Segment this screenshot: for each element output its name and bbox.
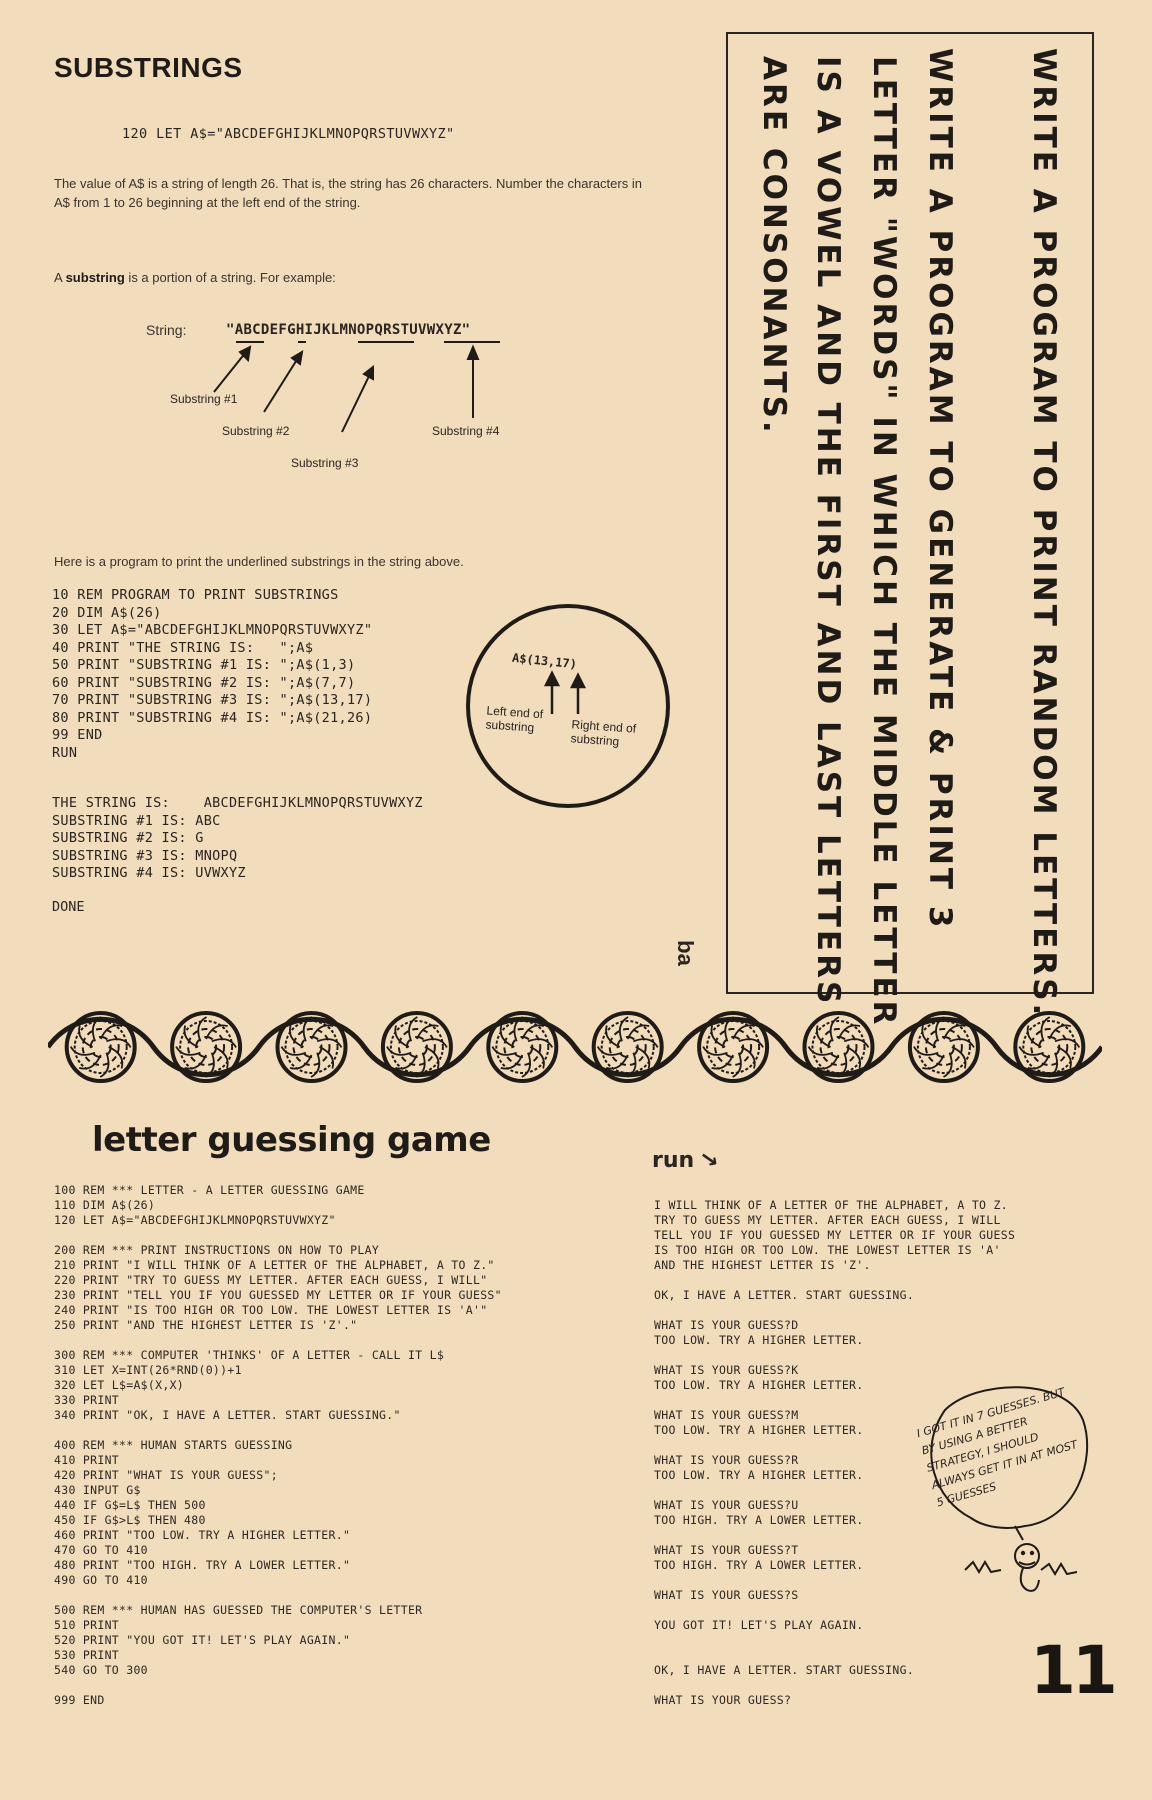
game-code-line: 250 PRINT "AND THE HIGHEST LETTER IS 'Z'." xyxy=(54,1318,358,1332)
run-output-line: OK, I HAVE A LETTER. START GUESSING. xyxy=(654,1288,915,1302)
run-output-line xyxy=(654,1633,1015,1648)
game-code-line: 340 PRINT "OK, I HAVE A LETTER. START GUESSING." xyxy=(54,1408,401,1422)
callout-right-end-label: Right end of substring xyxy=(570,717,637,749)
game-code-line: 310 LET X=INT(26*RND(0))+1 xyxy=(54,1363,242,1377)
game-code-line: 490 GO TO 410 xyxy=(54,1573,148,1587)
run-output-line: I WILL THINK OF A LETTER OF THE ALPHABET, A TO Z. xyxy=(654,1198,1008,1212)
callout-left-end-label: Left end of substring xyxy=(485,703,544,735)
game-code-line: 530 PRINT xyxy=(54,1648,120,1662)
run-output-line: AND THE HIGHEST LETTER IS 'Z'. xyxy=(654,1258,871,1272)
game-code-line xyxy=(54,1228,502,1243)
run-output-line: OK, I HAVE A LETTER. START GUESSING. xyxy=(654,1663,915,1677)
substring-label-4: Substring #4 xyxy=(432,424,500,438)
game-code-line: 400 REM *** HUMAN STARTS GUESSING xyxy=(54,1438,293,1452)
substring-diagram-arrows xyxy=(0,0,720,480)
game-code-line: 210 PRINT "I WILL THINK OF A LETTER OF THE ALPHABET, A TO Z." xyxy=(54,1258,495,1272)
prompt-line-5: ARE CONSONANTS. xyxy=(756,56,792,436)
run-output-line: YOU GOT IT! LET'S PLAY AGAIN. xyxy=(654,1618,864,1632)
prompt-line-3: LETTER "WORDS" IN WHICH THE MIDDLE LETTER xyxy=(866,56,902,1028)
page-number: 11 xyxy=(1030,1632,1114,1709)
run-output-line: TRY TO GUESS MY LETTER. AFTER EACH GUESS, I WILL xyxy=(654,1213,1001,1227)
section-title-substrings: SUBSTRINGS xyxy=(54,52,243,83)
game-code-line: 470 GO TO 410 xyxy=(54,1543,148,1557)
run-output-line: IS TOO HIGH OR TOO LOW. THE LOWEST LETTER IS 'A' xyxy=(654,1243,1001,1257)
run-output-line xyxy=(654,1303,1015,1318)
game-code-line: 460 PRINT "TOO LOW. TRY A HIGHER LETTER." xyxy=(54,1528,351,1542)
substring-program-listing xyxy=(52,587,372,762)
game-code-line: 540 GO TO 300 xyxy=(54,1663,148,1677)
prompt-line-1: WRITE A PROGRAM TO PRINT RANDOM LETTERS. xyxy=(1026,48,1062,1019)
game-code-line: 220 PRINT "TRY TO GUESS MY LETTER. AFTER EACH GUESS, I WILL" xyxy=(54,1273,488,1287)
code-line: 60 PRINT "SUBSTRING #2 IS: ";A$(7,7) xyxy=(52,674,356,691)
output-line: SUBSTRING #3 IS: MNOPQ xyxy=(52,847,238,864)
program-intro-text: Here is a program to print the underlined substrings in the string above. xyxy=(54,554,464,569)
game-code-line: 240 PRINT "IS TOO HIGH OR TOO LOW. THE LOWEST LETTER IS 'A'" xyxy=(54,1303,488,1317)
game-code-line xyxy=(54,1423,502,1438)
code-line: 10 REM PROGRAM TO PRINT SUBSTRINGS xyxy=(52,587,339,603)
run-output-line: TELL YOU IF YOU GUESSED MY LETTER OR IF YOUR GUESS xyxy=(654,1228,1016,1242)
run-output-line: TOO LOW. TRY A HIGHER LETTER. xyxy=(654,1423,864,1437)
letter-game-program-listing xyxy=(54,1183,502,1708)
ornamental-scroll-border xyxy=(48,1004,1102,1090)
substring-label-1: Substring #1 xyxy=(170,392,238,406)
run-output-line: TOO LOW. TRY A HIGHER LETTER. xyxy=(654,1468,864,1482)
speech-bubble-text: I GOT IT IN 7 GUESSES. BUT BY USING A BETTER STRATEGY, I SHOULD ALWAYS GET IT IN AT MOST 5 GUESSES xyxy=(915,1385,1080,1510)
game-code-line: 450 IF G$>L$ THEN 480 xyxy=(54,1513,206,1527)
author-mark: ba xyxy=(672,940,698,966)
game-code-line: 430 INPUT G$ xyxy=(54,1483,141,1497)
game-code-line: 480 PRINT "TOO HIGH. TRY A LOWER LETTER." xyxy=(54,1558,351,1572)
output-line: SUBSTRING #4 IS: UVWXYZ xyxy=(52,865,246,881)
run-output-line: WHAT IS YOUR GUESS?M xyxy=(654,1408,799,1422)
run-output-line: WHAT IS YOUR GUESS?D xyxy=(654,1318,799,1332)
game-code-line: 500 REM *** HUMAN HAS GUESSED THE COMPUTER'S LETTER xyxy=(54,1603,423,1617)
output-line: SUBSTRING #1 IS: ABC xyxy=(52,812,221,829)
code-line: RUN xyxy=(52,744,78,761)
run-output-line xyxy=(654,1648,1015,1663)
code-line: 99 END xyxy=(52,727,103,743)
string-label: String: xyxy=(146,322,187,338)
game-code-line: 510 PRINT xyxy=(54,1618,120,1632)
run-output-line: WHAT IS YOUR GUESS?K xyxy=(654,1363,799,1377)
game-code-line: 100 REM *** LETTER - A LETTER GUESSING GAME xyxy=(54,1183,365,1197)
output-line: SUBSTRING #2 IS: G xyxy=(52,830,204,846)
para2-bold-term: substring xyxy=(65,270,125,285)
run-output-line: TOO HIGH. TRY A LOWER LETTER. xyxy=(654,1513,864,1527)
substring-program-output xyxy=(52,795,423,883)
code-line: 30 LET A$="ABCDEFGHIJKLMNOPQRSTUVWXYZ" xyxy=(52,622,373,638)
run-output-line: WHAT IS YOUR GUESS?R xyxy=(654,1453,799,1467)
callout-expression: A$(13,17) xyxy=(511,650,578,672)
game-code-line: 440 IF G$=L$ THEN 500 xyxy=(54,1498,206,1512)
run-output-line: TOO LOW. TRY A HIGHER LETTER. xyxy=(654,1378,864,1392)
code-line: 40 PRINT "THE STRING IS: ";A$ xyxy=(52,639,314,656)
code-line: 20 DIM A$(26) xyxy=(52,604,162,621)
game-code-line: 120 LET A$="ABCDEFGHIJKLMNOPQRSTUVWXYZ" xyxy=(54,1213,336,1227)
string-value: "ABCDEFGHIJKLMNOPQRSTUVWXYZ" xyxy=(226,322,471,338)
run-output-line: TOO HIGH. TRY A LOWER LETTER. xyxy=(654,1558,864,1572)
game-code-line: 520 PRINT "YOU GOT IT! LET'S PLAY AGAIN." xyxy=(54,1633,351,1647)
para2-pre: A xyxy=(54,270,66,285)
substring-label-2: Substring #2 xyxy=(222,424,290,438)
run-arrow-icon: ↘ xyxy=(698,1146,721,1175)
code-line-120: 120 LET A$="ABCDEFGHIJKLMNOPQRSTUVWXYZ" xyxy=(122,126,455,142)
paragraph-string-length: The value of A$ is a string of length 26. That is, the string has 26 characters. Number the characters in A$ from 1 to 26 beginning at the left end of the string. xyxy=(54,176,642,210)
code-line: 50 PRINT "SUBSTRING #1 IS: ";A$(1,3) xyxy=(52,657,356,673)
game-code-line: 300 REM *** COMPUTER 'THINKS' OF A LETTER - CALL IT L$ xyxy=(54,1348,445,1362)
run-output-line: TOO LOW. TRY A HIGHER LETTER. xyxy=(654,1333,864,1347)
run-output-line xyxy=(654,1678,1015,1693)
game-code-line: 320 LET L$=A$(X,X) xyxy=(54,1378,185,1392)
section-title-letter-guessing-game: letter guessing game xyxy=(92,1120,491,1160)
run-output-line: WHAT IS YOUR GUESS? xyxy=(654,1693,792,1707)
game-code-line: 999 END xyxy=(54,1693,105,1707)
code-line: 70 PRINT "SUBSTRING #3 IS: ";A$(13,17) xyxy=(52,692,373,708)
game-code-line: 110 DIM A$(26) xyxy=(54,1198,156,1212)
game-code-line: 200 REM *** PRINT INSTRUCTIONS ON HOW TO PLAY xyxy=(54,1243,380,1257)
code-line: 80 PRINT "SUBSTRING #4 IS: ";A$(21,26) xyxy=(52,709,373,726)
run-output-line: WHAT IS YOUR GUESS?T xyxy=(654,1543,799,1557)
game-code-line xyxy=(54,1588,502,1603)
output-line: THE STRING IS: ABCDEFGHIJKLMNOPQRSTUVWXYZ xyxy=(52,795,423,811)
prompt-line-4: IS A VOWEL AND THE FIRST AND LAST LETTERS xyxy=(810,56,846,1007)
done-text: DONE xyxy=(52,899,85,915)
run-label: run xyxy=(652,1148,695,1173)
run-output-line xyxy=(654,1273,1015,1288)
run-output-line: WHAT IS YOUR GUESS?S xyxy=(654,1588,799,1602)
run-heading xyxy=(652,1148,719,1173)
prompt-line-2: WRITE A PROGRAM TO GENERATE & PRINT 3 xyxy=(922,48,958,931)
game-code-line: 230 PRINT "TELL YOU IF YOU GUESSED MY LETTER OR IF YOUR GUESS" xyxy=(54,1288,502,1302)
run-output-line xyxy=(654,1603,1015,1618)
game-code-line: 330 PRINT xyxy=(54,1393,120,1407)
substring-label-3: Substring #3 xyxy=(291,456,359,470)
game-code-line xyxy=(54,1678,502,1693)
game-code-line xyxy=(54,1333,502,1348)
game-code-line: 410 PRINT xyxy=(54,1453,120,1467)
para2-post: is a portion of a string. For example: xyxy=(124,270,336,285)
run-output-line: WHAT IS YOUR GUESS?U xyxy=(654,1498,799,1512)
run-output-line xyxy=(654,1348,1015,1363)
game-code-line: 420 PRINT "WHAT IS YOUR GUESS"; xyxy=(54,1468,278,1482)
